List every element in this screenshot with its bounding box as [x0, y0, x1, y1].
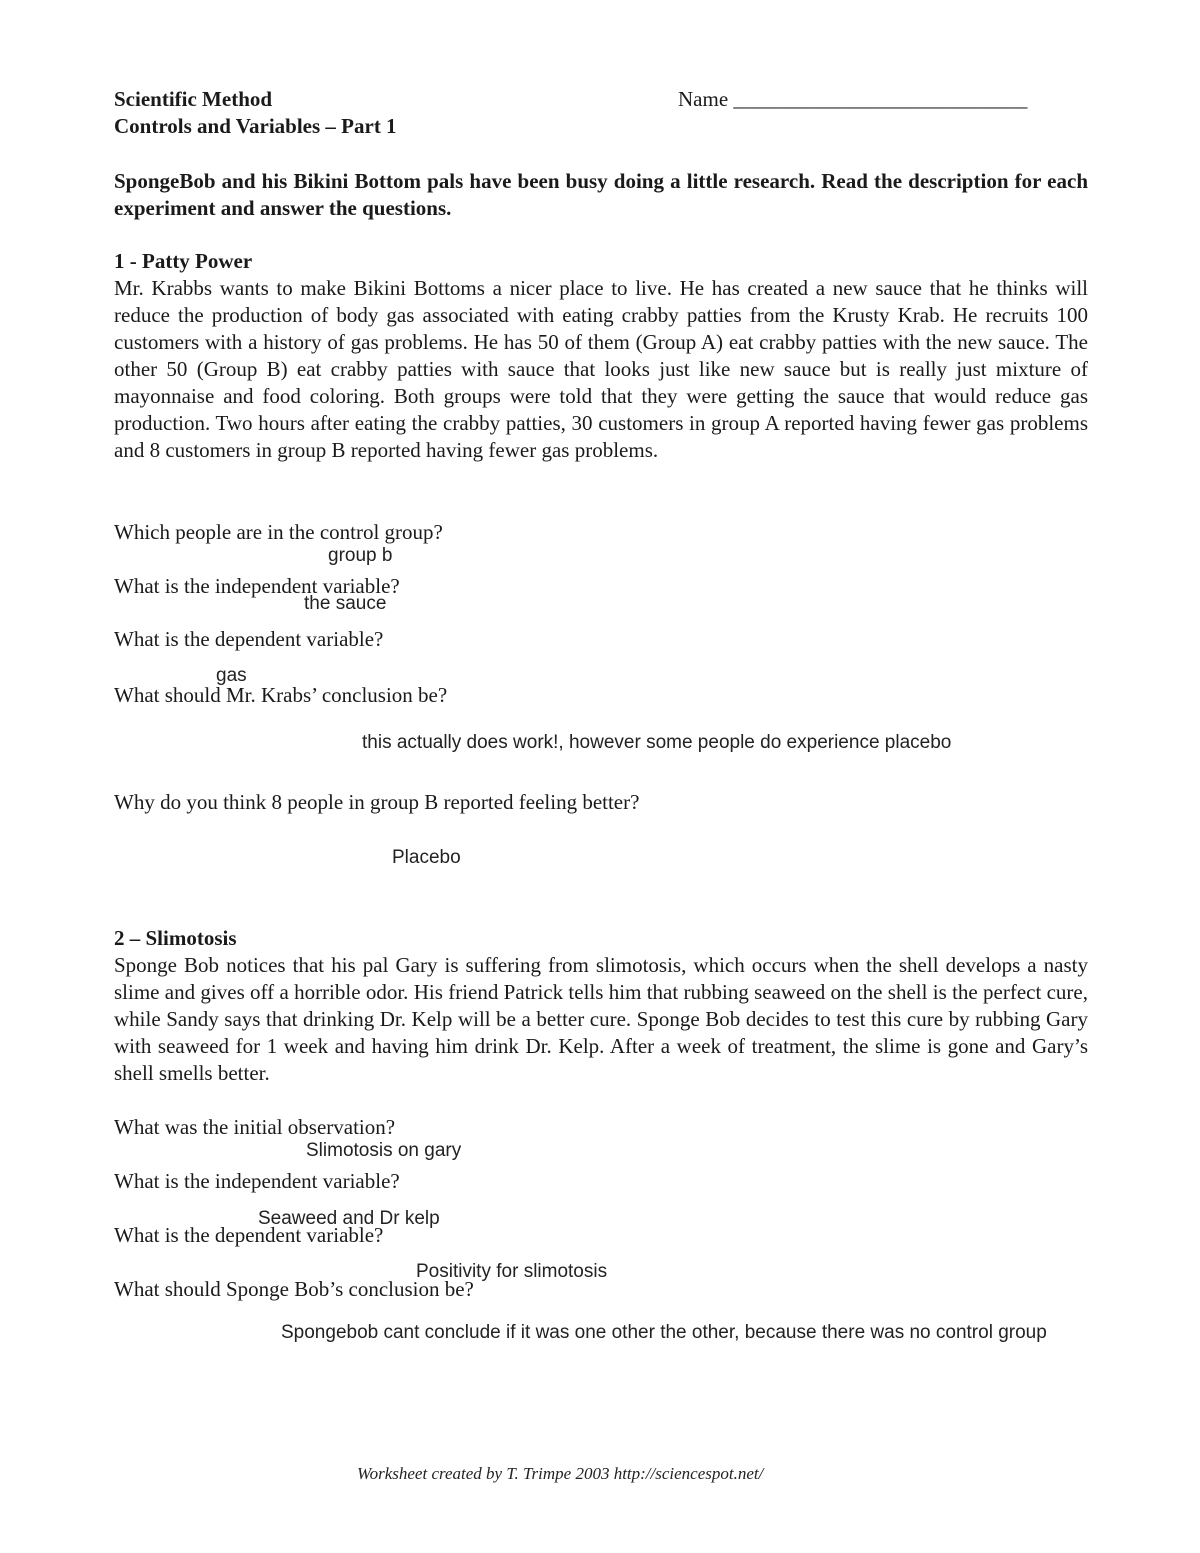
section1-heading: 1 - Patty Power — [114, 249, 253, 273]
footer-credit: Worksheet created by T. Trimpe 2003 http://sciencespot.net/ — [357, 1464, 764, 1483]
section1-question-independent: What is the independent variable? — [114, 574, 400, 598]
worksheet-title: Scientific Method — [114, 87, 273, 111]
section1-answer-independent[interactable]: the sauce — [304, 593, 387, 614]
section2-question-conclusion: What should Sponge Bob’s conclusion be? — [114, 1277, 474, 1301]
intro-instructions: SpongeBob and his Bikini Bottom pals have been busy doing a little research. Read the description for each experiment and answer the questions. — [114, 169, 1088, 220]
section2-question-observation: What was the initial observation? — [114, 1115, 396, 1139]
worksheet-subtitle: Controls and Variables – Part 1 — [114, 114, 397, 138]
section1-answer-control-group[interactable]: group b — [328, 545, 393, 566]
section1-question-dependent: What is the dependent variable? — [114, 627, 384, 651]
section2-answer-conclusion[interactable]: Spongebob cant conclude if it was one other the other, because there was no control group — [281, 1322, 1047, 1343]
name-field[interactable]: Name ____________________________ — [678, 87, 1028, 111]
section2-question-dependent: What is the dependent variable? — [114, 1223, 384, 1247]
section2-question-independent: What is the independent variable? — [114, 1169, 400, 1193]
section1-answer-conclusion[interactable]: this actually does work!, however some people do experience placebo — [362, 732, 952, 753]
section1-question-conclusion: What should Mr. Krabs’ conclusion be? — [114, 683, 448, 707]
section2-heading: 2 – Slimotosis — [114, 926, 237, 950]
section2-answer-dependent[interactable]: Positivity for slimotosis — [416, 1261, 608, 1282]
section1-question-group-b: Why do you think 8 people in group B reported feeling better? — [114, 790, 640, 814]
section2-body: Sponge Bob notices that his pal Gary is suffering from slimotosis, which occurs when the shell develops a nasty slime and gives off a horrible odor. His friend Patrick tells him that rubbing seaweed on the shell is the perfect cure, while Sandy says that drinking Dr. Kelp will be a better cure. Sponge Bob decides to test this cure by rubbing Gary with seaweed for 1 week and having him drink Dr. Kelp. After a week of treatment, the slime is gone and Gary’s shell smells better. — [114, 953, 1088, 1085]
section2-answer-independent[interactable]: Seaweed and Dr kelp — [258, 1208, 440, 1229]
section2-answer-observation[interactable]: Slimotosis on gary — [306, 1140, 462, 1161]
section1-body: Mr. Krabbs wants to make Bikini Bottoms a nicer place to live. He has created a new sauce that he thinks will reduce the production of body gas associated with eating crabby patties from the Krusty Krab. He recruits 100 customers with a history of gas problems. He has 50 of them (Group A) eat crabby patties with the new sauce. The other 50 (Group B) eat crabby patties with sauce that looks just like new sauce but is really just mixture of mayonnaise and food coloring. Both groups were told that they were getting the sauce that would reduce gas production. Two hours after eating the crabby patties, 30 customers in group A reported having fewer gas problems and 8 customers in group B reported having fewer gas problems. — [114, 276, 1088, 462]
section1-answer-group-b[interactable]: Placebo — [392, 847, 461, 868]
section1-question-control-group: Which people are in the control group? — [114, 520, 443, 544]
section1-answer-dependent[interactable]: gas — [216, 665, 247, 686]
